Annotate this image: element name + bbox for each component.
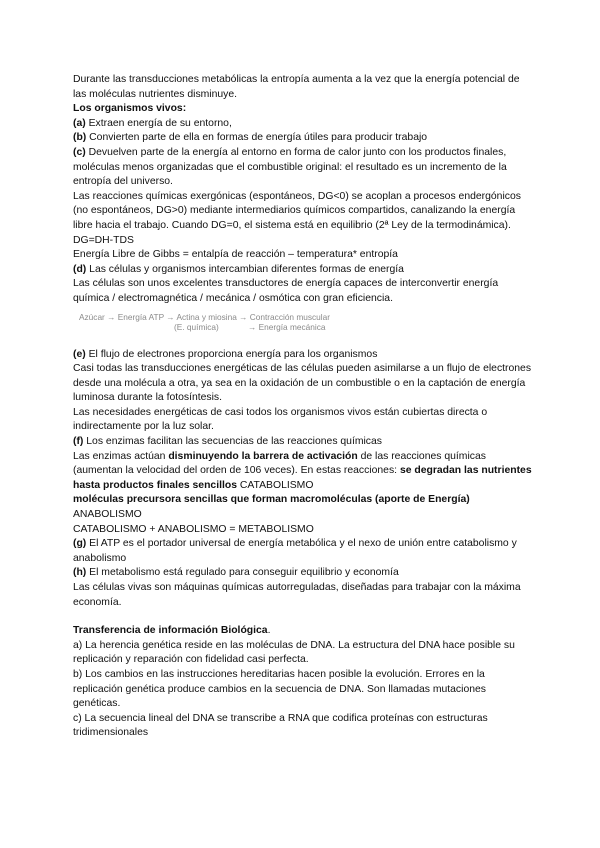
flujo-paragraph: Casi todas las transducciones energéticas de las células pueden asimilarse a un flujo de electrones desde una molécula a otra, ya sea en la oxidación de un combustible o en la captación de energía luminosa durante la fotosíntesis. [73,363,532,404]
item-g [73,537,533,566]
diagram-line-2a: (E. química) [174,321,219,332]
item-c-text: Devuelven parte de la energía al entorno en forma de calor junto con los productos finales, moléculas menos organizadas que el combustible original: el resultado es un incremento de la entropía del universo. [73,146,507,188]
transferencia-item-b: b) Los cambios en las instrucciones hereditarias hacen posible la evolución. Errores en la replicación genética produce cambios en la secuencia de DNA. Son llamadas mutaciones genéticas. [73,668,486,710]
item-b-label: (b) [73,132,87,144]
intro-paragraph: Durante las transducciones metabólicas la entropía aumenta a la vez que la energía potencial de las moléculas nutrientes disminuye. [73,74,520,100]
item-b-text: Convierten parte de ella en formas de energía útiles para producir trabajo [86,132,428,144]
enzimas-text-3: CATABOLISMO [237,479,314,491]
organismos-heading-text: Los organismos vivos: [73,103,187,115]
gibbs-line: Energía Libre de Gibbs = entalpía de reacción – temperatura* entropía [73,249,398,261]
item-h-text: El metabolismo está regulado para conseguir equilibrio y economía [86,567,399,579]
item-e-label: (e) [73,348,86,360]
item-e-text: El flujo de electrones proporciona energía para los organismos [85,348,378,360]
transferencia-heading [73,624,533,639]
maquinas-paragraph: Las células vivas son máquinas químicas autorreguladas, diseñadas para trabajar con la máxima economía. [73,582,521,608]
item-a-text: Extraen energía de su entorno, [85,117,232,129]
enzimas-paragraph [73,450,533,494]
item-d-text: Las células y organismos intercambian diferentes formas de energía [86,263,404,275]
transductores-paragraph: Las células son unos excelentes transductores de energía capaces de interconvertir energía química / electromagnética / mecánica / osmótica con gran eficiencia. [73,278,499,304]
item-c [73,146,533,190]
section-gap [73,610,533,624]
item-g-text: El ATP es el portador universal de energía metabólica y el nexo de unión entre catabolismo y anabolismo [73,538,517,564]
transferencia-heading-text: Transferencia de información Biológica [73,625,268,637]
item-g-label: (g) [73,538,87,550]
item-f [73,435,533,450]
item-a [73,117,533,132]
document-page [73,73,533,741]
anabolismo-bold: moléculas precursora sencillas que forman macromoléculas (aporte de Energía) [73,494,470,506]
enzimas-text-1: Las enzimas actúan [73,450,169,462]
necesidades-paragraph: Las necesidades energéticas de casi todos los organismos vivos están cubiertas directa o indirectamente por la luz solar. [73,406,488,433]
metabolismo-equation: CATABOLISMO + ANABOLISMO = METABOLISMO [73,523,314,535]
item-f-label: (f) [73,436,84,448]
item-e [73,348,533,363]
item-h [73,566,533,581]
reacciones-paragraph: Las reacciones químicas exergónicas (espontáneos, DG<0) se acoplan a procesos endergónicos (no espontáneos, DG>0) mediante intermediarios químicos compartidos, canalizando la energía libre hacia el trabajo. Cuando DG=0, el sistema está en equilibrio (2ª Ley de la termodinámica). DG=DH-TDS [73,190,521,246]
transferencia-item-a: a) La herencia genética reside en las moléculas de DNA. La estructura del DNA hace posible su replicación y reparación con fidelidad casi perfecta. [73,639,515,666]
item-a-label: (a) [73,117,86,129]
item-b [73,131,533,146]
energy-conversion-diagram [73,310,533,346]
item-f-text: Los enzimas facilitan las secuencias de las reacciones químicas [83,436,382,448]
transferencia-heading-dot: . [267,625,271,637]
diagram-line-1: Azúcar → Energía ATP → Actina y miosina → Contracción muscular [79,311,331,322]
item-c-label: (c) [73,146,86,158]
anabolismo-text: ANABOLISMO [73,509,142,521]
enzimas-text-2: de las reacciones químicas (aumentan la velocidad del orden de 106 veces). En estas reacciones: [73,450,486,477]
anabolismo-paragraph [73,493,533,522]
enzimas-bold-1: disminuyendo la barrera de activación [168,450,358,462]
item-d [73,263,533,278]
diagram-line-2b: → Energía mecánica [248,321,326,332]
enzimas-bold-2: se degradan las nutrientes hasta productos finales sencillos [73,465,532,491]
item-h-label: (h) [73,567,87,579]
transferencia-item-c: c) La secuencia lineal del DNA se transcribe a RNA que codifica proteínas con estructuras tridimensionales [73,712,488,739]
organismos-heading [73,102,533,117]
item-d-label: (d) [73,263,87,275]
